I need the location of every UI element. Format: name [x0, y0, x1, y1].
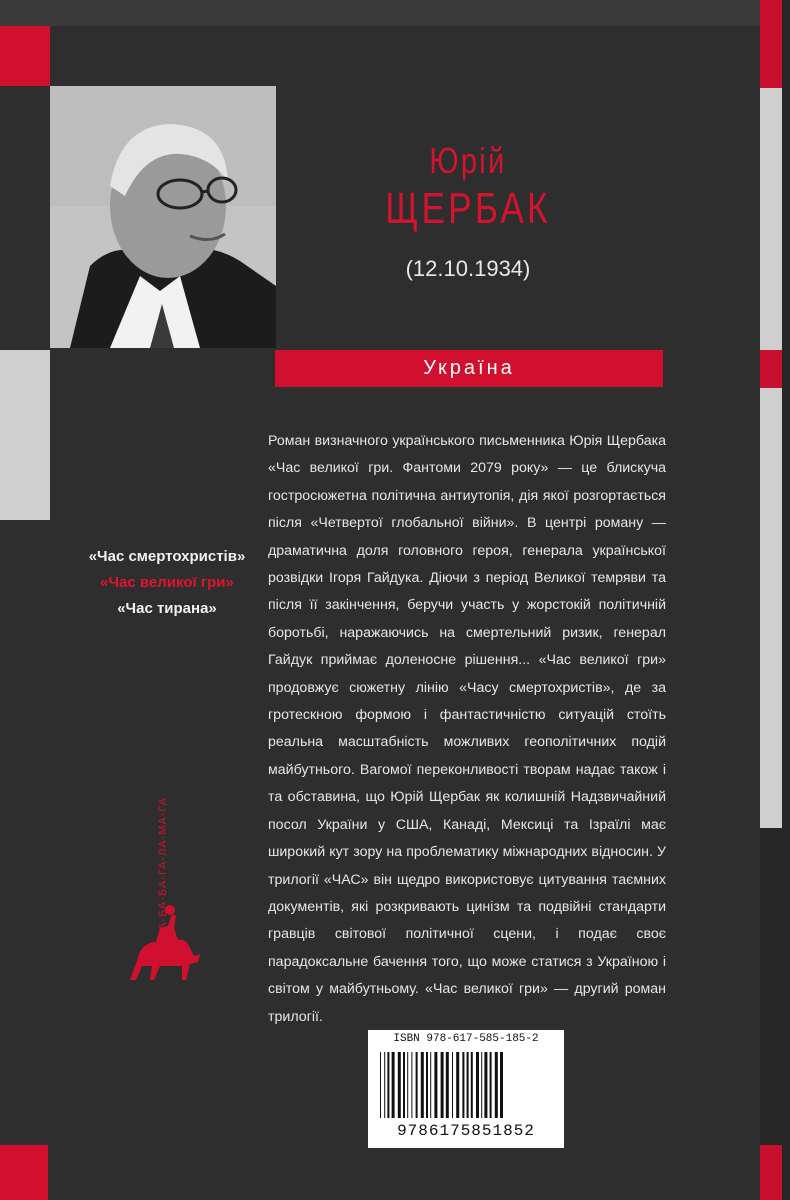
- barcode-bar: [462, 1052, 464, 1118]
- barcode-bar: [452, 1052, 453, 1118]
- ean-number: 9786175851852: [397, 1122, 535, 1140]
- barcode-bar: [403, 1052, 405, 1118]
- edge-red-1: [760, 0, 782, 88]
- barcode-bar: [484, 1052, 487, 1118]
- barcode-bar: [456, 1052, 459, 1118]
- barcode-bar: [387, 1052, 389, 1118]
- barcode-bar: [471, 1052, 473, 1118]
- trilogy-item: «Час смертохристів»: [88, 548, 246, 565]
- trilogy-list: [62, 544, 272, 622]
- edge-grey-1: [760, 88, 782, 350]
- barcode-bar: [384, 1052, 385, 1118]
- top-band: [0, 0, 790, 26]
- barcode-bar: [495, 1052, 498, 1118]
- author-name: [275, 140, 661, 234]
- barcode-bar: [476, 1052, 479, 1118]
- barcode-bar: [467, 1052, 469, 1118]
- book-description: Роман визначного українського письменника Юрія Щербака «Час великої гри. Фантоми 2079 року» — це блискуча гостросюжетна політична антиутопія, дія якої розгортається після «Четвертої глобальної війни». В центрі роману — драматична доля головного героя, генерала української розвідки Ігоря Гайдука. Діючи з період Великої темряви та після її закінчення, беручи участь у жорстокій політичній боротьбі, наражаючись на смертельний ризик, генерал Гайдук приймає доленосне рішення... «Час великої гри» продовжує сюжетну лінію «Часу смертохристів», де за гротескною формою і фантастичністю ситуацій стоїть реальна масштабність можливих геополітичних подій майбутнього. Вагомої переконливості творам надає також і та обставина, що Юрій Щербак як колишній Надзвичайний посол України у США, Канаді, Мексиці та Ізраїлі має широкий кут зору на проблематику міжнародних відносин. У трилогії «ЧАС» він щедро використовує цитування таємних документів, які розкривають цинізм та подвійні стандарти гравців світової політичної сцени, і подає своє парадоксальне бачення того, що може статися з Україною і світом у майбутньому. «Час великої гри» — другий роман трилогії.: [268, 433, 666, 1025]
- barcode-bar: [441, 1052, 444, 1118]
- trilogy-item: «Час тирана»: [117, 600, 217, 617]
- country-bar: Україна: [275, 350, 663, 387]
- edge-red-3: [760, 1145, 782, 1200]
- isbn-number: ISBN 978-617-585-185-2: [393, 1033, 539, 1045]
- barcode-bar: [500, 1052, 503, 1118]
- barcode-bar: [434, 1052, 437, 1118]
- trilogy-item-current: «Час великої гри»: [100, 574, 234, 591]
- barcode-bar: [430, 1052, 431, 1118]
- barcode-bar: [446, 1052, 449, 1118]
- red-square-bottom-left: [0, 1145, 48, 1200]
- author-last-name: ЩЕРБАК: [385, 184, 551, 233]
- barcode-bar: [392, 1052, 395, 1118]
- publisher-name-text: А-БА-БА-ГА-ЛА-МА-ГА: [157, 796, 169, 930]
- edge-grey-2: [760, 388, 782, 828]
- barcode-bar: [481, 1052, 482, 1118]
- barcode-bars: [378, 1052, 554, 1118]
- barcode: [368, 1030, 564, 1148]
- barcode-bar: [398, 1052, 401, 1118]
- grey-panel-left: [0, 350, 50, 520]
- author-dates: (12.10.1934): [405, 256, 531, 281]
- barcode-bar: [416, 1052, 418, 1118]
- barcode-bar: [490, 1052, 492, 1118]
- barcode-bar: [407, 1052, 408, 1118]
- author-first-name: Юрій: [429, 140, 507, 181]
- red-square-top-left: [0, 26, 50, 86]
- barcode-bar: [426, 1052, 428, 1118]
- barcode-bar: [421, 1052, 424, 1118]
- barcode-bar: [380, 1052, 381, 1118]
- edge-red-2: [760, 350, 782, 388]
- author-photo: [50, 86, 276, 348]
- barcode-bar: [411, 1052, 412, 1118]
- publisher-name: [150, 790, 172, 930]
